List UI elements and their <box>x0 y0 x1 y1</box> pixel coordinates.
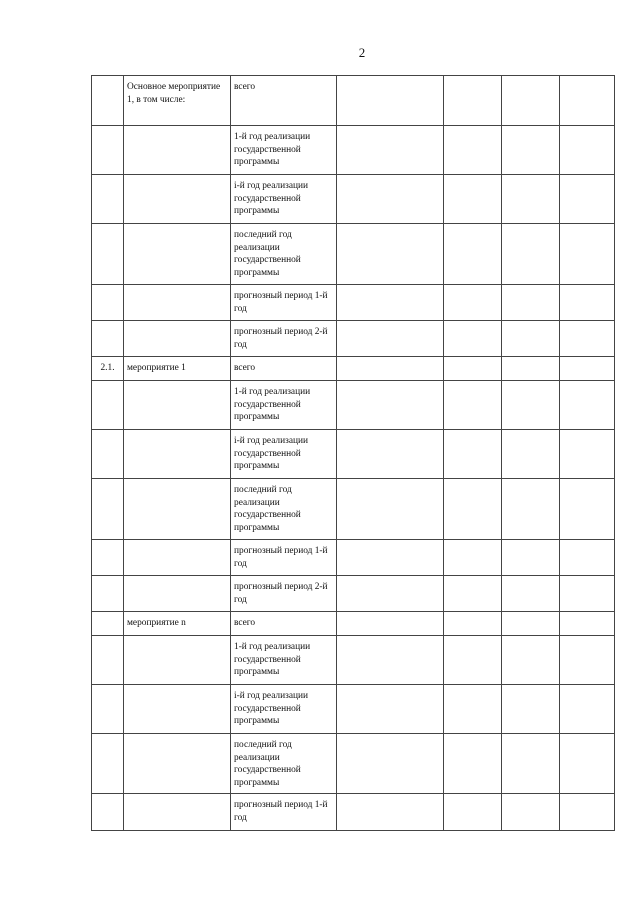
table-row <box>92 381 615 430</box>
table-row <box>92 126 615 175</box>
period-cell: 1-й год реализации государственной программы <box>231 126 337 175</box>
value-cell-4 <box>560 612 615 636</box>
table-row <box>92 357 615 381</box>
value-cell-3 <box>502 321 560 357</box>
event-name-cell: Основное мероприятие 1, в том числе: <box>124 76 231 126</box>
value-cell-1 <box>337 381 444 430</box>
period-cell: i-й год реализации государственной программы <box>231 430 337 479</box>
value-cell-3 <box>502 381 560 430</box>
value-cell-2 <box>444 321 502 357</box>
row-number-cell <box>92 576 124 612</box>
value-cell-4 <box>560 734 615 794</box>
value-cell-2 <box>444 576 502 612</box>
period-cell: 1-й год реализации государственной программы <box>231 381 337 430</box>
row-number-cell <box>92 285 124 321</box>
value-cell-3 <box>502 126 560 175</box>
value-cell-1 <box>337 612 444 636</box>
value-cell-3 <box>502 576 560 612</box>
table-row <box>92 540 615 576</box>
table-row <box>92 285 615 321</box>
value-cell-3 <box>502 175 560 224</box>
table-row <box>92 576 615 612</box>
table-row <box>92 612 615 636</box>
value-cell-1 <box>337 285 444 321</box>
value-cell-4 <box>560 224 615 285</box>
period-cell: прогнозный период 2-й год <box>231 576 337 612</box>
value-cell-1 <box>337 576 444 612</box>
event-name-cell <box>124 794 231 831</box>
row-number-cell <box>92 734 124 794</box>
value-cell-4 <box>560 430 615 479</box>
value-cell-4 <box>560 76 615 126</box>
event-name-cell: мероприятие 1 <box>124 357 231 381</box>
value-cell-4 <box>560 479 615 540</box>
period-cell: последний год реализации государственной программы <box>231 479 337 540</box>
value-cell-2 <box>444 430 502 479</box>
value-cell-3 <box>502 794 560 831</box>
row-number-cell: 2.1. <box>92 357 124 381</box>
value-cell-2 <box>444 285 502 321</box>
value-cell-2 <box>444 357 502 381</box>
period-cell: 1-й год реализации государственной программы <box>231 636 337 685</box>
event-name-cell <box>124 734 231 794</box>
period-cell: всего <box>231 612 337 636</box>
row-number-cell <box>92 794 124 831</box>
event-name-cell <box>124 175 231 224</box>
period-cell: прогнозный период 1-й год <box>231 540 337 576</box>
value-cell-3 <box>502 479 560 540</box>
value-cell-4 <box>560 540 615 576</box>
value-cell-3 <box>502 636 560 685</box>
table-row <box>92 430 615 479</box>
value-cell-4 <box>560 321 615 357</box>
table-row <box>92 734 615 794</box>
period-cell: всего <box>231 357 337 381</box>
event-name-cell <box>124 540 231 576</box>
value-cell-1 <box>337 685 444 734</box>
value-cell-1 <box>337 540 444 576</box>
table-row <box>92 479 615 540</box>
row-number-cell <box>92 430 124 479</box>
value-cell-2 <box>444 794 502 831</box>
event-name-cell <box>124 224 231 285</box>
table-row <box>92 321 615 357</box>
value-cell-3 <box>502 224 560 285</box>
value-cell-3 <box>502 540 560 576</box>
value-cell-2 <box>444 685 502 734</box>
table-body <box>92 76 615 831</box>
table-row <box>92 794 615 831</box>
value-cell-3 <box>502 685 560 734</box>
period-cell: i-й год реализации государственной программы <box>231 685 337 734</box>
value-cell-3 <box>502 76 560 126</box>
value-cell-1 <box>337 175 444 224</box>
value-cell-4 <box>560 285 615 321</box>
row-number-cell <box>92 224 124 285</box>
value-cell-2 <box>444 175 502 224</box>
page-number: 2 <box>358 45 366 60</box>
event-name-cell <box>124 285 231 321</box>
row-number-cell <box>92 540 124 576</box>
value-cell-2 <box>444 636 502 685</box>
value-cell-3 <box>502 285 560 321</box>
value-cell-2 <box>444 479 502 540</box>
value-cell-2 <box>444 734 502 794</box>
value-cell-3 <box>502 357 560 381</box>
value-cell-2 <box>444 126 502 175</box>
period-cell: прогнозный период 2-й год <box>231 321 337 357</box>
event-name-cell <box>124 381 231 430</box>
value-cell-4 <box>560 381 615 430</box>
period-cell: последний год реализации государственной программы <box>231 734 337 794</box>
table-row <box>92 636 615 685</box>
row-number-cell <box>92 636 124 685</box>
value-cell-3 <box>502 612 560 636</box>
value-cell-1 <box>337 430 444 479</box>
row-number-cell <box>92 126 124 175</box>
value-cell-1 <box>337 76 444 126</box>
row-number-cell <box>92 479 124 540</box>
value-cell-1 <box>337 794 444 831</box>
value-cell-4 <box>560 175 615 224</box>
table-row <box>92 76 615 126</box>
row-number-cell <box>92 76 124 126</box>
event-name-cell: мероприятие n <box>124 612 231 636</box>
table-row <box>92 685 615 734</box>
value-cell-4 <box>560 685 615 734</box>
row-number-cell <box>92 612 124 636</box>
period-cell: всего <box>231 76 337 126</box>
value-cell-2 <box>444 381 502 430</box>
value-cell-4 <box>560 576 615 612</box>
value-cell-4 <box>560 126 615 175</box>
period-cell: прогнозный период 1-й год <box>231 794 337 831</box>
value-cell-1 <box>337 636 444 685</box>
row-number-cell <box>92 685 124 734</box>
value-cell-1 <box>337 357 444 381</box>
value-cell-2 <box>444 76 502 126</box>
value-cell-2 <box>444 540 502 576</box>
value-cell-1 <box>337 479 444 540</box>
event-name-cell <box>124 321 231 357</box>
value-cell-3 <box>502 734 560 794</box>
value-cell-1 <box>337 126 444 175</box>
event-name-cell <box>124 576 231 612</box>
table-row <box>92 175 615 224</box>
value-cell-4 <box>560 636 615 685</box>
event-name-cell <box>124 126 231 175</box>
event-name-cell <box>124 685 231 734</box>
period-cell: i-й год реализации государственной программы <box>231 175 337 224</box>
value-cell-4 <box>560 357 615 381</box>
program-events-table <box>91 75 615 831</box>
value-cell-1 <box>337 224 444 285</box>
row-number-cell <box>92 321 124 357</box>
row-number-cell <box>92 381 124 430</box>
period-cell: прогнозный период 1-й год <box>231 285 337 321</box>
period-cell: последний год реализации государственной программы <box>231 224 337 285</box>
table-row <box>92 224 615 285</box>
event-name-cell <box>124 479 231 540</box>
value-cell-1 <box>337 734 444 794</box>
value-cell-3 <box>502 430 560 479</box>
value-cell-4 <box>560 794 615 831</box>
event-name-cell <box>124 430 231 479</box>
event-name-cell <box>124 636 231 685</box>
value-cell-2 <box>444 612 502 636</box>
value-cell-1 <box>337 321 444 357</box>
value-cell-2 <box>444 224 502 285</box>
row-number-cell <box>92 175 124 224</box>
